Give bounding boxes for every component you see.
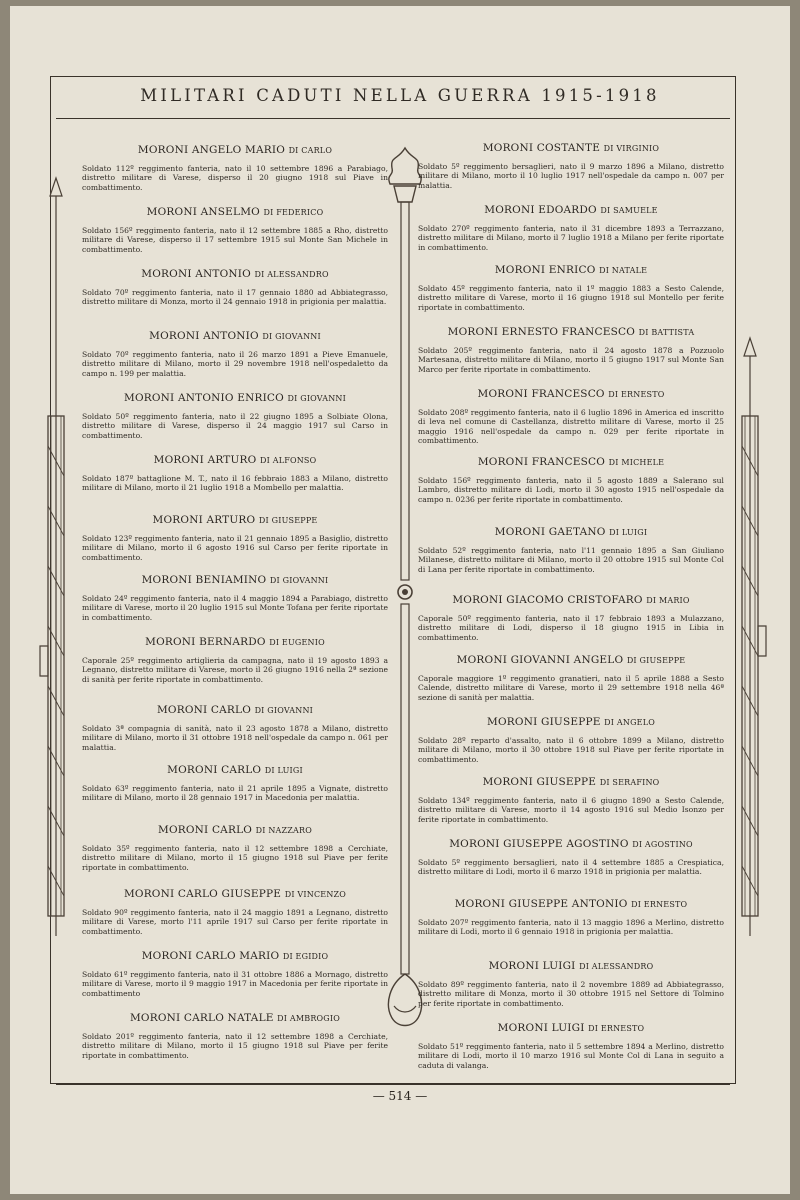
entry-parent: DI GIOVANNI: [269, 576, 329, 585]
entry-parent: DI SERAFINO: [599, 778, 660, 787]
entry: [418, 142, 724, 190]
entry: [418, 898, 724, 937]
entry-parent: DI EUGENIO: [269, 638, 325, 647]
entry-name: MORONI CARLO: [158, 824, 253, 836]
entry-text: Soldato 45º reggimento fanteria, nato il 1º maggio 1883 a Sesto Calende, distretto militare di Varese, morto il 16 giugno 1918 sul Montello per ferite riportate in combattimento.: [418, 284, 724, 312]
entry: [418, 388, 724, 445]
entry-name: MORONI FRANCESCO: [477, 388, 605, 400]
entry: [418, 204, 724, 252]
entry-text: Soldato 156º reggimento fanteria, nato il 12 settembre 1885 a Rho, distretto militare di Varese, disperso il 17 settembre 1915 sul Monte San Michele in combattimento.: [82, 226, 388, 254]
entry: [418, 654, 724, 702]
entry-name: MORONI CARLO NATALE: [129, 1012, 274, 1024]
left-fasces-ornament-icon: [38, 176, 74, 946]
entry-text: Soldato 28º reparto d'assalto, nato il 6 ottobre 1899 a Milano, distretto militare di Milano, morto il 30 ottobre 1918 sul Piave per ferite riportate in combattimento.: [418, 736, 724, 764]
entry-parent: DI GIUSEPPE: [258, 516, 318, 525]
entry-text: Soldato 3ª compagnia di sanità, nato il 23 agosto 1878 a Milano, distretto militare di Milano, morto il 31 ottobre 1918 nell'ospedale da campo n. 061 per malattia.: [82, 724, 388, 752]
entry-text: Soldato 5º reggimento bersaglieri, nato il 4 settembre 1885 a Crespiatica, distretto militare di Lodi, morto il 6 marzo 1918 in prigionia per malattia.: [418, 858, 724, 877]
entry-parent: DI ALFONSO: [260, 456, 317, 465]
entry-parent: DI GIOVANNI: [287, 394, 346, 403]
entry-parent: DI LUIGI: [609, 528, 648, 537]
entry-parent: DI SAMUELE: [600, 206, 658, 215]
entry: [82, 454, 388, 493]
entry: [82, 824, 388, 872]
entry-text: Soldato 156º reggimento fanteria, nato il 5 agosto 1889 a Salerano sul Lambro, distretto militare di Lodi, morto il 30 agosto 1915 nell'ospedale da campo n. 0236 per ferite riportate in combattimento.: [418, 476, 724, 504]
entry-text: Soldato 89º reggimento fanteria, nato il 2 novembre 1889 ad Abbiategrasso, distretto militare di Monza, morto il 30 ottobre 1915 nel Settore di Tolmino per ferite riportate in combattimento.: [418, 980, 724, 1008]
entry: [82, 704, 388, 752]
entry-parent: DI AMBROGIO: [277, 1014, 341, 1023]
entry-name: MORONI ANSELMO: [146, 206, 260, 218]
entry-parent: DI NAZZARO: [255, 826, 312, 835]
entry-text: Caporale maggiore 1º reggimento granatieri, nato il 5 aprile 1888 a Sesto Calende, distretto militare di Varese, morto il 29 settembre 1918 nella 46ª sezione di sanità per malattia.: [418, 674, 724, 702]
entry-name: MORONI GIACOMO CRISTOFARO: [452, 594, 643, 606]
entry-text: Caporale 50º reggimento fanteria, nato il 17 febbraio 1893 a Mulazzano, distretto militare di Lodi, disperso il 18 giugno 1915 in Libia in combattimento.: [418, 614, 724, 642]
entry: [82, 636, 388, 684]
entry-name: MORONI ANTONIO ENRICO: [124, 392, 284, 404]
entry-text: Soldato 270º reggimento fanteria, nato il 31 dicembre 1893 a Terrazzano, distretto militare di Milano, morto il 7 luglio 1918 a Milano per ferite riportate in combattimento.: [418, 224, 724, 252]
entry-parent: DI BATTISTA: [638, 328, 695, 337]
entry: [82, 514, 388, 562]
entry-name: MORONI LUIGI: [488, 960, 576, 972]
entry: [82, 574, 388, 622]
entry: [82, 206, 388, 254]
entry: [82, 764, 388, 803]
entry: [82, 950, 388, 998]
entry-name: MORONI GIUSEPPE: [482, 776, 597, 788]
entry: [82, 330, 388, 378]
entry-text: Soldato 24º reggimento fanteria, nato il 4 maggio 1894 a Parabiago, distretto militare di Varese, morto il 20 luglio 1915 sul Monte Tofana per ferite riportate in combattimento.: [82, 594, 388, 622]
entry-parent: DI GIUSEPPE: [626, 656, 686, 665]
entry-text: Soldato 208º reggimento fanteria, nato il 6 luglio 1896 in America ed inscritto di leva nel comune di Castellanza, distretto militare di Varese, morto il 25 maggio 1916 nell'ospedale da campo n. 029 per ferite riportate in combattimento.: [418, 408, 724, 445]
entry-text: Soldato 207º reggimento fanteria, nato il 13 maggio 1896 a Merlino, distretto militare di Lodi, morto il 6 gennaio 1918 in prigionia per malattia.: [418, 918, 724, 937]
entry-name: MORONI ANTONIO: [141, 268, 251, 280]
entry-parent: DI VINCENZO: [284, 890, 347, 899]
entry-name: MORONI ANGELO MARIO: [137, 144, 286, 156]
entry-parent: DI ERNESTO: [631, 900, 688, 909]
entry: [82, 268, 388, 307]
entry-parent: DI GIOVANNI: [262, 332, 321, 341]
entry: [82, 392, 388, 440]
entry-parent: DI MARIO: [646, 596, 690, 605]
entry-name: MORONI COSTANTE: [482, 142, 601, 154]
right-fasces-ornament-icon: [730, 336, 770, 946]
entry-name: MORONI GIUSEPPE AGOSTINO: [449, 838, 629, 850]
entry-parent: DI NATALE: [599, 266, 648, 275]
entry-text: Soldato 123º reggimento fanteria, nato il 21 gennaio 1895 a Basiglio, distretto militare di Milano, morto il 6 agosto 1916 sul Carso per ferite riportate in combattimento.: [82, 534, 388, 562]
entry: [82, 144, 388, 192]
entry: [418, 264, 724, 312]
entry-name: MORONI GIUSEPPE ANTONIO: [454, 898, 628, 910]
entry-parent: DI VIRGINIO: [603, 144, 660, 153]
entry-text: Soldato 70º reggimento fanteria, nato il 17 gennaio 1880 ad Abbiategrasso, distretto militare di Monza, morto il 24 gennaio 1918 in prigionia per malattia.: [82, 288, 388, 307]
entry: [418, 1022, 724, 1070]
entry-text: Soldato 5º reggimento bersaglieri, nato il 9 marzo 1896 a Milano, distretto militare di Milano, morto il 10 luglio 1917 nell'ospedale da campo n. 007 per malattia.: [418, 162, 724, 190]
entry-parent: DI LUIGI: [264, 766, 303, 775]
entry-text: Caporale 25º reggimento artiglieria da campagna, nato il 19 agosto 1893 a Legnano, distretto militare di Varese, morto il 26 giugno 1916 nella 2ª sezione di sanità per ferite riportate in combattimento.: [82, 656, 388, 684]
entry-parent: DI ALESSANDRO: [254, 270, 329, 279]
entry-name: MORONI ENRICO: [494, 264, 596, 276]
entry-text: Soldato 52º reggimento fanteria, nato l'11 gennaio 1895 a San Giuliano Milanese, distretto militare di Milano, morto il 20 ottobre 1915 sul Monte Col di Lana per ferite riportate in combattimento.: [418, 546, 724, 574]
entry-text: Soldato 61º reggimento fanteria, nato il 31 ottobre 1886 a Mornago, distretto militare di Varese, morto il 9 maggio 1917 in Macedonia per ferite riportate in combattimento: [82, 970, 388, 998]
entry-name: MORONI GIOVANNI ANGELO: [456, 654, 624, 666]
entry-name: MORONI BERNARDO: [145, 636, 266, 648]
entry: [418, 326, 724, 374]
entry-text: Soldato 50º reggimento fanteria, nato il 22 giugno 1895 a Solbiate Olona, distretto militare di Varese, disperso il 24 maggio 1917 sul Carso in combattimento.: [82, 412, 388, 440]
entry-name: MORONI EDOARDO: [484, 204, 597, 216]
entry-text: Soldato 112º reggimento fanteria, nato il 10 settembre 1896 a Parabiago, distretto militare di Varese, disperso il 20 giugno 1918 sul Piave in combattimento.: [82, 164, 388, 192]
entry-text: Soldato 187º battaglione M. T., nato il 16 febbraio 1883 a Milano, distretto militare di Milano, morto il 21 luglio 1918 a Mombello per malattia.: [82, 474, 388, 493]
entry-text: Soldato 201º reggimento fanteria, nato il 12 settembre 1898 a Cerchiate, distretto militare di Milano, morto il 15 giugno 1918 sul Piave per ferite riportate in combattimento.: [82, 1032, 388, 1060]
footer-divider: [56, 1084, 730, 1085]
entry: [418, 456, 724, 504]
entry-parent: DI ERNESTO: [588, 1024, 645, 1033]
entry-name: MORONI FRANCESCO: [477, 456, 606, 468]
entry-name: MORONI BENIAMINO: [141, 574, 267, 586]
entry-text: Soldato 70º reggimento fanteria, nato il 26 marzo 1891 a Pieve Emanuele, distretto militare di Milano, morto il 29 novembre 1918 nell'ospedaletto da campo n. 199 per malattia.: [82, 350, 388, 378]
entry-parent: DI AGOSTINO: [632, 840, 693, 849]
entry-parent: DI CARLO: [288, 146, 333, 155]
entry-parent: DI ALESSANDRO: [579, 962, 654, 971]
entry-name: MORONI CARLO GIUSEPPE: [123, 888, 282, 900]
entry: [418, 960, 724, 1008]
entry-name: MORONI ANTONIO: [149, 330, 259, 342]
entry: [418, 594, 724, 642]
entry: [418, 716, 724, 764]
entry-text: Soldato 63º reggimento fanteria, nato il 21 aprile 1895 a Vignate, distretto militare di Milano, morto il 28 gennaio 1917 in Macedonia per malattia.: [82, 784, 388, 803]
entry-parent: DI ANGELO: [604, 718, 655, 727]
page-title: MILITARI CADUTI NELLA GUERRA 1915-1918: [140, 86, 660, 105]
entry-name: MORONI CARLO MARIO: [141, 950, 280, 962]
entry-text: Soldato 35º reggimento fanteria, nato il 12 settembre 1898 a Cerchiate, distretto militare di Milano, morto il 15 giugno 1918 sul Piave per ferite riportate in combattimento.: [82, 844, 388, 872]
entry: [418, 776, 724, 824]
entry-name: MORONI LUIGI: [497, 1022, 585, 1034]
entry-text: Soldato 134º reggimento fanteria, nato il 6 giugno 1890 a Sesto Calende, distretto militare di Varese, morto il 14 agosto 1916 sul Medio Isonzo per ferite riportate in combattimento.: [418, 796, 724, 824]
entry-parent: DI FEDERICO: [263, 208, 324, 217]
entry-name: MORONI ARTURO: [153, 454, 257, 466]
entry-name: MORONI CARLO: [167, 764, 262, 776]
entry-name: MORONI GAETANO: [494, 526, 606, 538]
entry: [82, 888, 388, 936]
entry: [418, 838, 724, 877]
entry-name: MORONI CARLO: [156, 704, 252, 716]
entry: [418, 526, 724, 574]
header-divider: [56, 118, 730, 119]
entry-text: Soldato 90º reggimento fanteria, nato il 24 maggio 1891 a Legnano, distretto militare di Varese, morto l'11 aprile 1917 sul Carso per ferite riportate in combattimento.: [82, 908, 388, 936]
entry-name: MORONI ARTURO: [152, 514, 256, 526]
entry: [82, 1012, 388, 1060]
entry-parent: DI ERNESTO: [608, 390, 665, 399]
entry-text: Soldato 205º reggimento fanteria, nato il 24 agosto 1878 a Pozzuolo Martesana, distretto militare di Milano, morto il 5 giugno 1917 sul Monte San Marco per ferite riportate in combattimento.: [418, 346, 724, 374]
entry-name: MORONI ERNESTO FRANCESCO: [447, 326, 636, 338]
entry-text: Soldato 51º reggimento fanteria, nato il 5 settembre 1894 a Merlino, distretto militare di Lodi, morto il 10 marzo 1916 sul Monte Col di Lana in seguito a caduta di valanga.: [418, 1042, 724, 1070]
entry-parent: DI GIOVANNI: [254, 706, 314, 715]
page-number: — 514 —: [372, 1089, 428, 1103]
entry-name: MORONI GIUSEPPE: [487, 716, 601, 728]
entry-parent: DI EGIDIO: [282, 952, 329, 961]
entry-parent: DI MICHELE: [608, 458, 665, 467]
